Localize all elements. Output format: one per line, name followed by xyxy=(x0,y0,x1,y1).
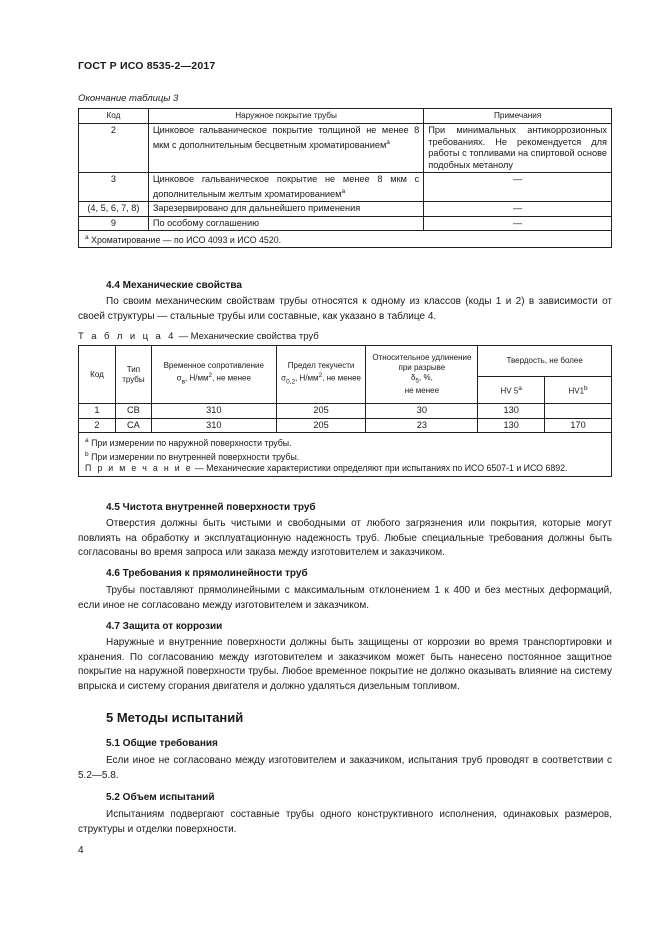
table-row xyxy=(79,418,612,433)
yield-sub: 0,2 xyxy=(286,378,296,386)
section-4-5-text: Отверстия должны быть чистыми и свободными от любого загрязнения или покрытия, которые могут повлиять на обработку и эксплуатационную надежность труб. Любые специальные требования должны быть согласованы во время запроса или заказа между изготовителем и заказчиком. xyxy=(78,518,612,558)
strength-sub: в xyxy=(181,378,186,386)
footnote-text: Хроматирование — по ИСО 4093 и ИСО 4520. xyxy=(91,234,282,245)
col-header-hv5 xyxy=(478,377,545,404)
elongation-label: Относительное удлинение при разрыве xyxy=(372,352,472,372)
cell-hv1: 170 xyxy=(545,418,612,433)
section-5-1-text: Если иное не согласовано между изготовителем и заказчиком, испытания труб проводят в соответствии с 5.2—5.8. xyxy=(78,755,612,781)
col-header-code: Код xyxy=(79,346,116,404)
cell-type: CA xyxy=(115,418,151,433)
footnote-mark: a xyxy=(85,234,89,242)
hv5-label: HV 5 xyxy=(500,386,519,396)
cell-note: — xyxy=(424,202,612,217)
table-row xyxy=(79,404,612,419)
section-5-2-title: 5.2 Объем испытаний xyxy=(106,792,215,803)
yield-label: Предел текучести xyxy=(287,361,355,371)
section-4-7-text: Наружные и внутренние поверхности должны быть защищены от коррозии во время транспортировки и хранения. По согласованию между изготовителем и заказчиком может быть нанесено постоянное защитное покрытие на наружной поверхности трубы. Любое временное покрытие не должно оказывать влияние на систему впрыска и систему сгорания двигателя и должно удаляться дизельным топливом. xyxy=(78,637,612,692)
table-footnote-row xyxy=(79,231,612,248)
col-header-hardness: Твердость, не более xyxy=(478,346,612,377)
elongation-sub: 5 xyxy=(415,377,420,385)
footnote-text: При измерении по внутренней поверхности трубы. xyxy=(91,451,300,462)
cell-note: — xyxy=(424,216,612,231)
footnote-mark: b xyxy=(85,450,89,458)
cell-strength: 310 xyxy=(151,418,276,433)
footnote-b xyxy=(85,449,605,463)
cell-code: 9 xyxy=(79,216,149,231)
table-header-row xyxy=(79,346,612,377)
footnote-mark: a xyxy=(518,384,522,392)
delta-symbol: δ xyxy=(410,372,416,382)
section-5-1-title: 5.1 Общие требования xyxy=(106,738,218,749)
cell-hv5: 130 xyxy=(478,418,545,433)
cell-yield: 205 xyxy=(276,404,366,419)
strength-min: , не менее xyxy=(212,374,251,384)
strength-label: Временное сопротивление xyxy=(163,361,264,371)
cell-coating xyxy=(148,173,423,202)
cell-coating: Зарезервировано для дальнейшего применения xyxy=(148,202,423,217)
cell-strength: 310 xyxy=(151,404,276,419)
elongation-min: не менее xyxy=(404,386,440,396)
col-header-yield xyxy=(276,346,366,404)
strength-unit: , Н/мм xyxy=(185,374,209,384)
cell-code: 3 xyxy=(79,173,149,202)
section-4-5-title: 4.5 Чистота внутренней поверхности труб xyxy=(106,502,316,513)
footnote-a xyxy=(85,435,605,449)
col-header-coating: Наружное покрытие трубы xyxy=(148,109,423,124)
cell-coating: По особому соглашению xyxy=(148,216,423,231)
strength-sup: 2 xyxy=(208,372,213,380)
cell-note: — xyxy=(424,173,612,202)
section-4-7-title: 4.7 Защита от коррозии xyxy=(106,621,223,632)
cell-elongation: 30 xyxy=(366,404,478,419)
elongation-unit: , %, xyxy=(419,372,433,382)
section-4-4-text: По своим механическим свойствам трубы относятся к одному из классов (коды 1 и 2) в зависимости от своей структуры — стальные трубы или составные, как указано в таблице 4. xyxy=(78,296,612,322)
table4-note xyxy=(85,463,605,474)
table-header-row xyxy=(79,109,612,124)
footnote-text: При измерении по наружной поверхности трубы. xyxy=(91,437,292,448)
section-5-2-text: Испытаниям подвергают составные трубы одного конструктивного исполнения, одинаковых размеров, структуры и отделки поверхности. xyxy=(78,809,612,835)
cell-hv5: 130 xyxy=(478,404,545,419)
table-row xyxy=(79,124,612,173)
table-3 xyxy=(78,108,612,248)
table4-caption xyxy=(78,331,319,342)
cell-code: (4, 5, 6, 7, 8) xyxy=(79,202,149,217)
cell-coating xyxy=(148,124,423,173)
footnote-mark: a xyxy=(386,138,390,146)
footnote-mark: a xyxy=(341,187,346,195)
hv1-label: HV1 xyxy=(568,386,585,396)
col-header-hv1 xyxy=(545,377,612,404)
table-4 xyxy=(78,345,612,477)
page-number: 4 xyxy=(78,845,84,856)
table3-caption: Окончание таблицы 3 xyxy=(78,93,179,104)
yield-min: , не менее xyxy=(322,374,361,384)
sigma-symbol: σ xyxy=(176,374,182,384)
yield-sup: 2 xyxy=(318,372,323,380)
col-header-notes: Примечания xyxy=(424,109,612,124)
note-text: — Механические характеристики определяют при испытаниях по ИСО 6507-1 и ИСО 6892. xyxy=(192,462,568,473)
section-4-6-text: Трубы поставляют прямолинейными с максимальным отклонением 1 к 400 и без местных деформаций, если иное не согласовано между изготовителем и заказчиком. xyxy=(78,585,612,611)
cell-code: 2 xyxy=(79,124,149,173)
cell-type: CB xyxy=(115,404,151,419)
table4-caption-rest: — Механические свойства труб xyxy=(175,331,319,342)
note-prefix: П р и м е ч а н и е xyxy=(85,462,193,473)
table-row xyxy=(79,216,612,231)
table4-caption-prefix: Т а б л и ц а 4 xyxy=(78,331,176,342)
coating-text: Цинковое гальваническое покрытие толщиной не менее 8 мкм с дополнительным бесцветным хроматированием xyxy=(152,125,420,150)
col-header-type: Тип трубы xyxy=(115,346,151,404)
standard-header: ГОСТ Р ИСО 8535-2—2017 xyxy=(78,60,216,72)
table3-footnote xyxy=(79,231,612,248)
cell-elongation: 23 xyxy=(366,418,478,433)
cell-yield: 205 xyxy=(276,418,366,433)
cell-note: При минимальных антикоррозионных требованиях. Не рекомендуется для работы с топливами на спиртовой основе подобных метанолу xyxy=(424,124,612,173)
sigma-symbol: σ xyxy=(281,374,287,384)
section-4-4-title: 4.4 Механические свойства xyxy=(106,280,242,291)
section-4-6-title: 4.6 Требования к прямолинейности труб xyxy=(106,568,308,579)
cell-code: 1 xyxy=(79,404,116,419)
section-5-title: 5 Методы испытаний xyxy=(106,710,244,725)
cell-hv1 xyxy=(545,404,612,419)
col-header-code: Код xyxy=(79,109,149,124)
col-header-elongation xyxy=(366,346,478,404)
footnote-mark: b xyxy=(584,384,588,392)
col-header-strength xyxy=(151,346,276,404)
coating-text: Цинковое гальваническое покрытие не менее 8 мкм с дополнительным желтым хроматированием xyxy=(152,174,420,199)
table4-notes xyxy=(79,433,612,477)
footnote-mark: a xyxy=(85,437,89,444)
table-row xyxy=(79,173,612,202)
table-row xyxy=(79,202,612,217)
yield-unit: , Н/мм xyxy=(295,374,319,384)
table-footnote-row xyxy=(79,433,612,477)
cell-code: 2 xyxy=(79,418,116,433)
